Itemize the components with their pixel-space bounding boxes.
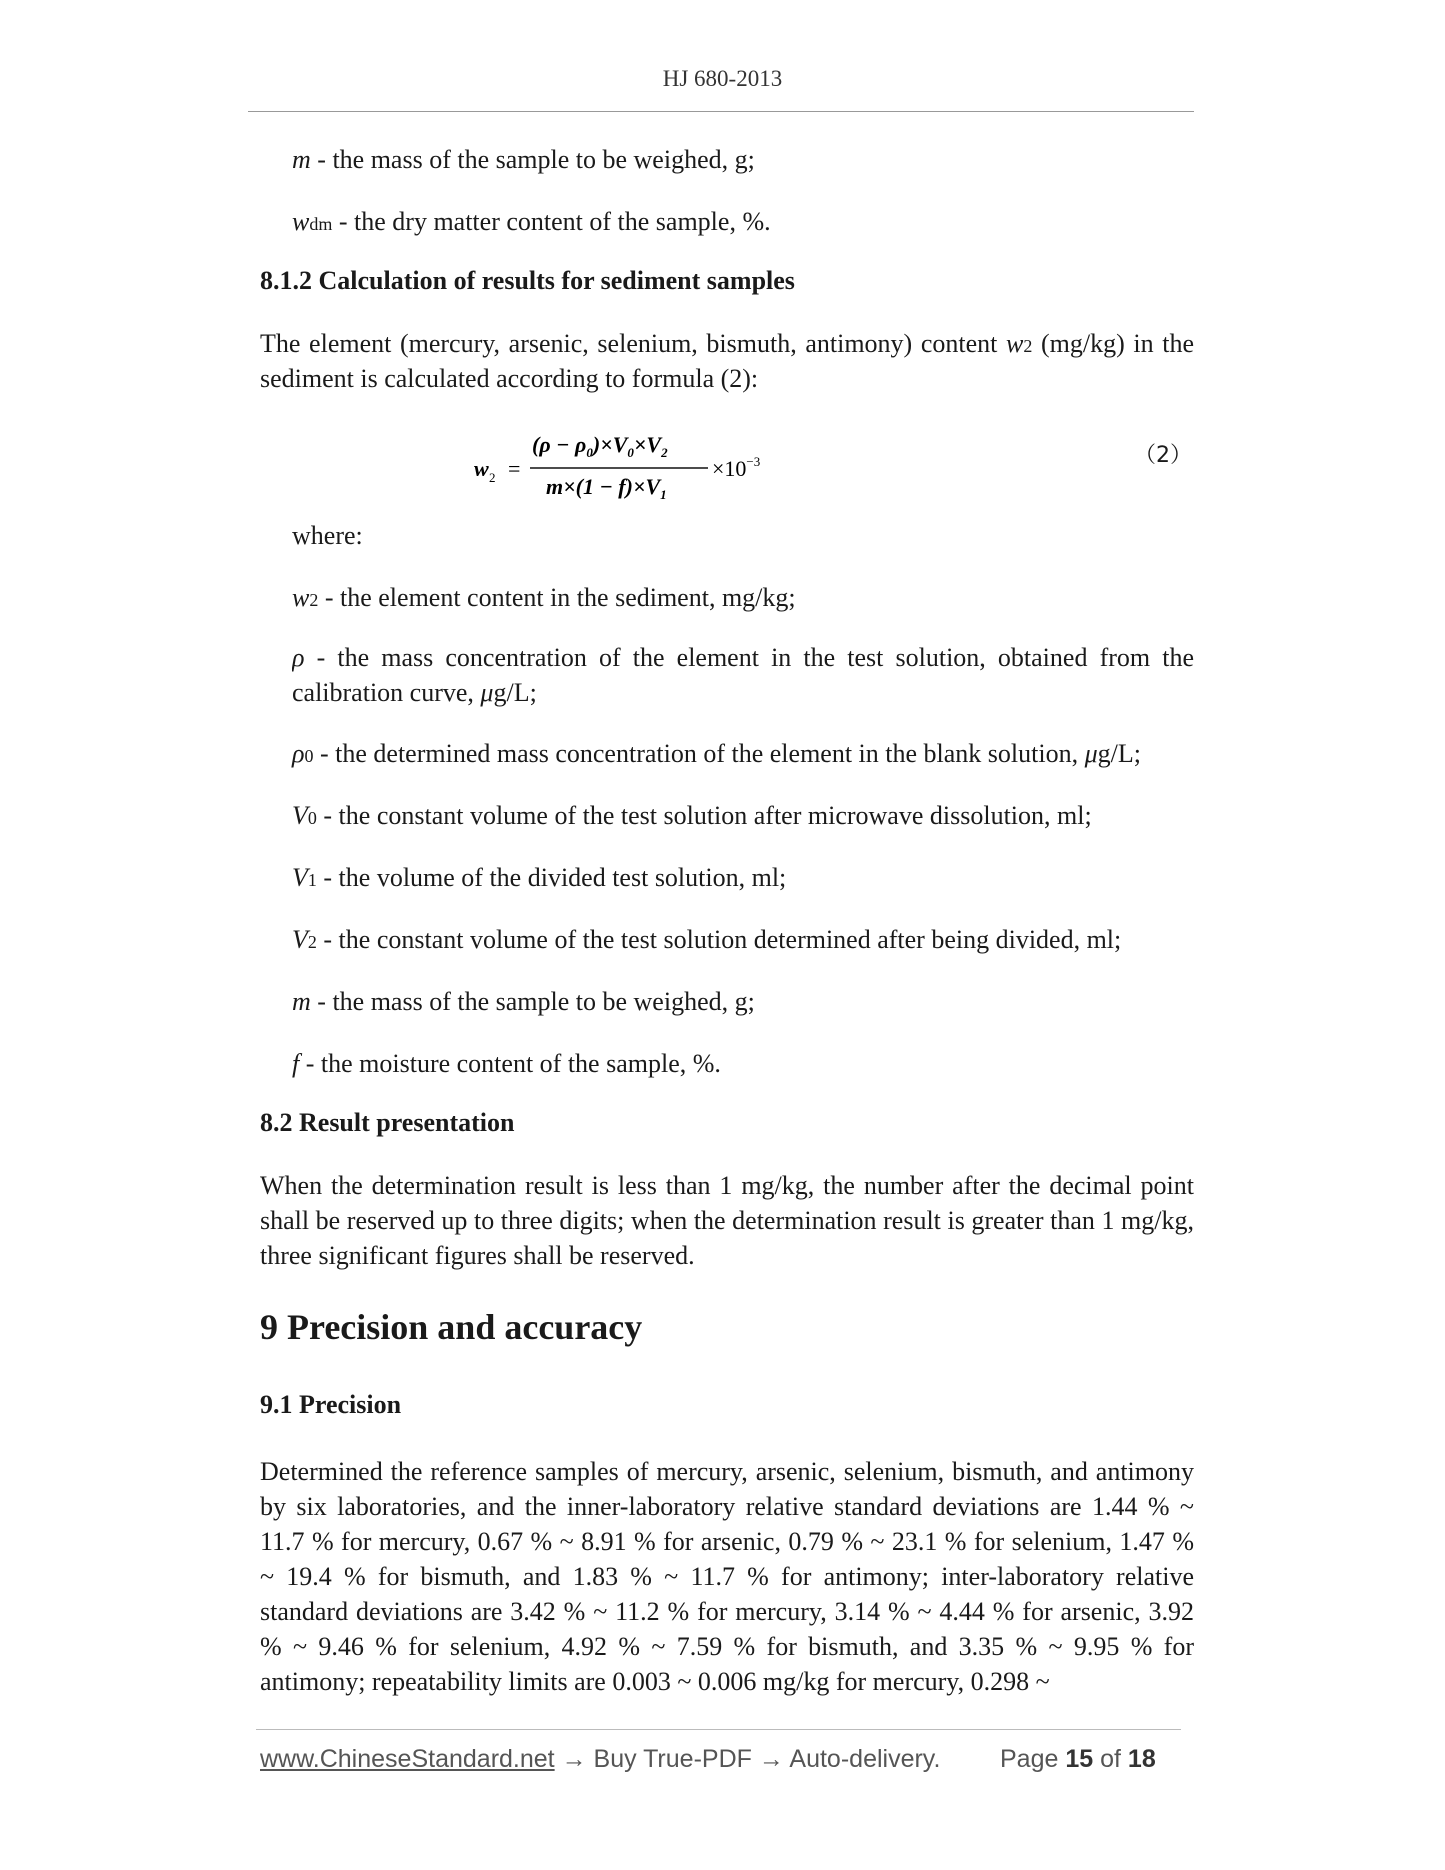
- formula-number: （2）: [1134, 443, 1192, 468]
- def-f: f - the moisture content of the sample, %.: [292, 1049, 721, 1078]
- def-rho0: ρ0 - the determined mass concentration of the element in the blank solution, μg/L;: [292, 739, 1142, 768]
- section-9-1-heading: 9.1 Precision: [260, 1390, 402, 1419]
- section-8-1-2-intro-line1: The element (mercury, arsenic, selenium, bismuth, antimony) content w2 (mg/kg) in the: [260, 329, 1194, 358]
- section-8-2-text: When the determination result is less than 1 mg/kg, the number after the decimal point shall be reserved up to three digits; when the determination result is greater than 1 mg/kg, three significant figures shall be reserved.: [260, 1171, 1194, 1270]
- footer-promo: www.ChineseStandard.net → Buy True-PDF → Auto-delivery.: [260, 1745, 941, 1773]
- def-rho-line1: ρ - the mass concentration of the element in the test solution, obtained from the: [292, 643, 1194, 672]
- site-link[interactable]: www.ChineseStandard.net: [260, 1745, 555, 1773]
- formula-numerator: $(\rho - \rho_0)\times V_0\times V_2$: [532, 432, 668, 460]
- formula-scale: $\times 10^{-3}$: [712, 454, 761, 481]
- section-9-1-text: Determined the reference samples of mercury, arsenic, selenium, bismuth, and antimony by six laboratories, and the inner-laboratory relative standard deviations are 1.44 % ~ 11.7 % for mercury, 0.67 % ~ 8.91 % for arsenic, 0.79 % ~ 23.1 % for selenium, 1.47 % ~ 19.4 % for bismuth, and 1.83 % ~ 11.7 % for antimony; inter-laboratory relative standard deviations are 3.42 % ~ 11.2 % for mercury, 3.14 % ~ 4.44 % for arsenic, 3.92 % ~ 9.46 % for selenium, 4.92 % ~ 7.59 % for bismuth, and 3.35 % ~ 9.95 % for antimony; repeatability limits are 0.003 ~ 0.006 mg/kg for mercury, 0.298 ~: [260, 1457, 1194, 1696]
- def-wdm: wdm - the dry matter content of the sample, %.: [292, 207, 771, 236]
- where-label: where:: [292, 521, 363, 550]
- formula-2: [470, 420, 810, 504]
- header-divider: [248, 111, 1194, 112]
- def-rho-line2: calibration curve, μg/L;: [292, 678, 537, 707]
- def-v2: V2 - the constant volume of the test solution determined after being divided, ml;: [292, 925, 1122, 954]
- page-indicator: Page 15 of 18: [1000, 1745, 1156, 1773]
- section-8-1-2-heading: 8.1.2 Calculation of results for sediment samples: [260, 266, 795, 295]
- def-m-prev: m - the mass of the sample to be weighed, g;: [292, 145, 755, 174]
- def-w2: w2 - the element content in the sediment, mg/kg;: [292, 583, 796, 612]
- formula-lhs: w: [474, 456, 489, 481]
- def-m: m - the mass of the sample to be weighed, g;: [292, 987, 755, 1016]
- footer-divider: [256, 1729, 1181, 1730]
- section-8-1-2-intro-line2: sediment is calculated according to formula (2):: [260, 364, 759, 393]
- def-v0: V0 - the constant volume of the test solution after microwave dissolution, ml;: [292, 801, 1092, 830]
- section-8-2-heading: 8.2 Result presentation: [260, 1108, 515, 1137]
- document-code: HJ 680-2013: [662, 66, 783, 91]
- section-9-heading: 9 Precision and accuracy: [260, 1307, 643, 1347]
- formula-eq: =: [508, 456, 521, 481]
- formula-denominator: $m\times(1 - f)\times V_1$: [546, 474, 667, 502]
- formula-lhs-sub: 2: [489, 470, 496, 485]
- def-v1: V1 - the volume of the divided test solution, ml;: [292, 863, 787, 892]
